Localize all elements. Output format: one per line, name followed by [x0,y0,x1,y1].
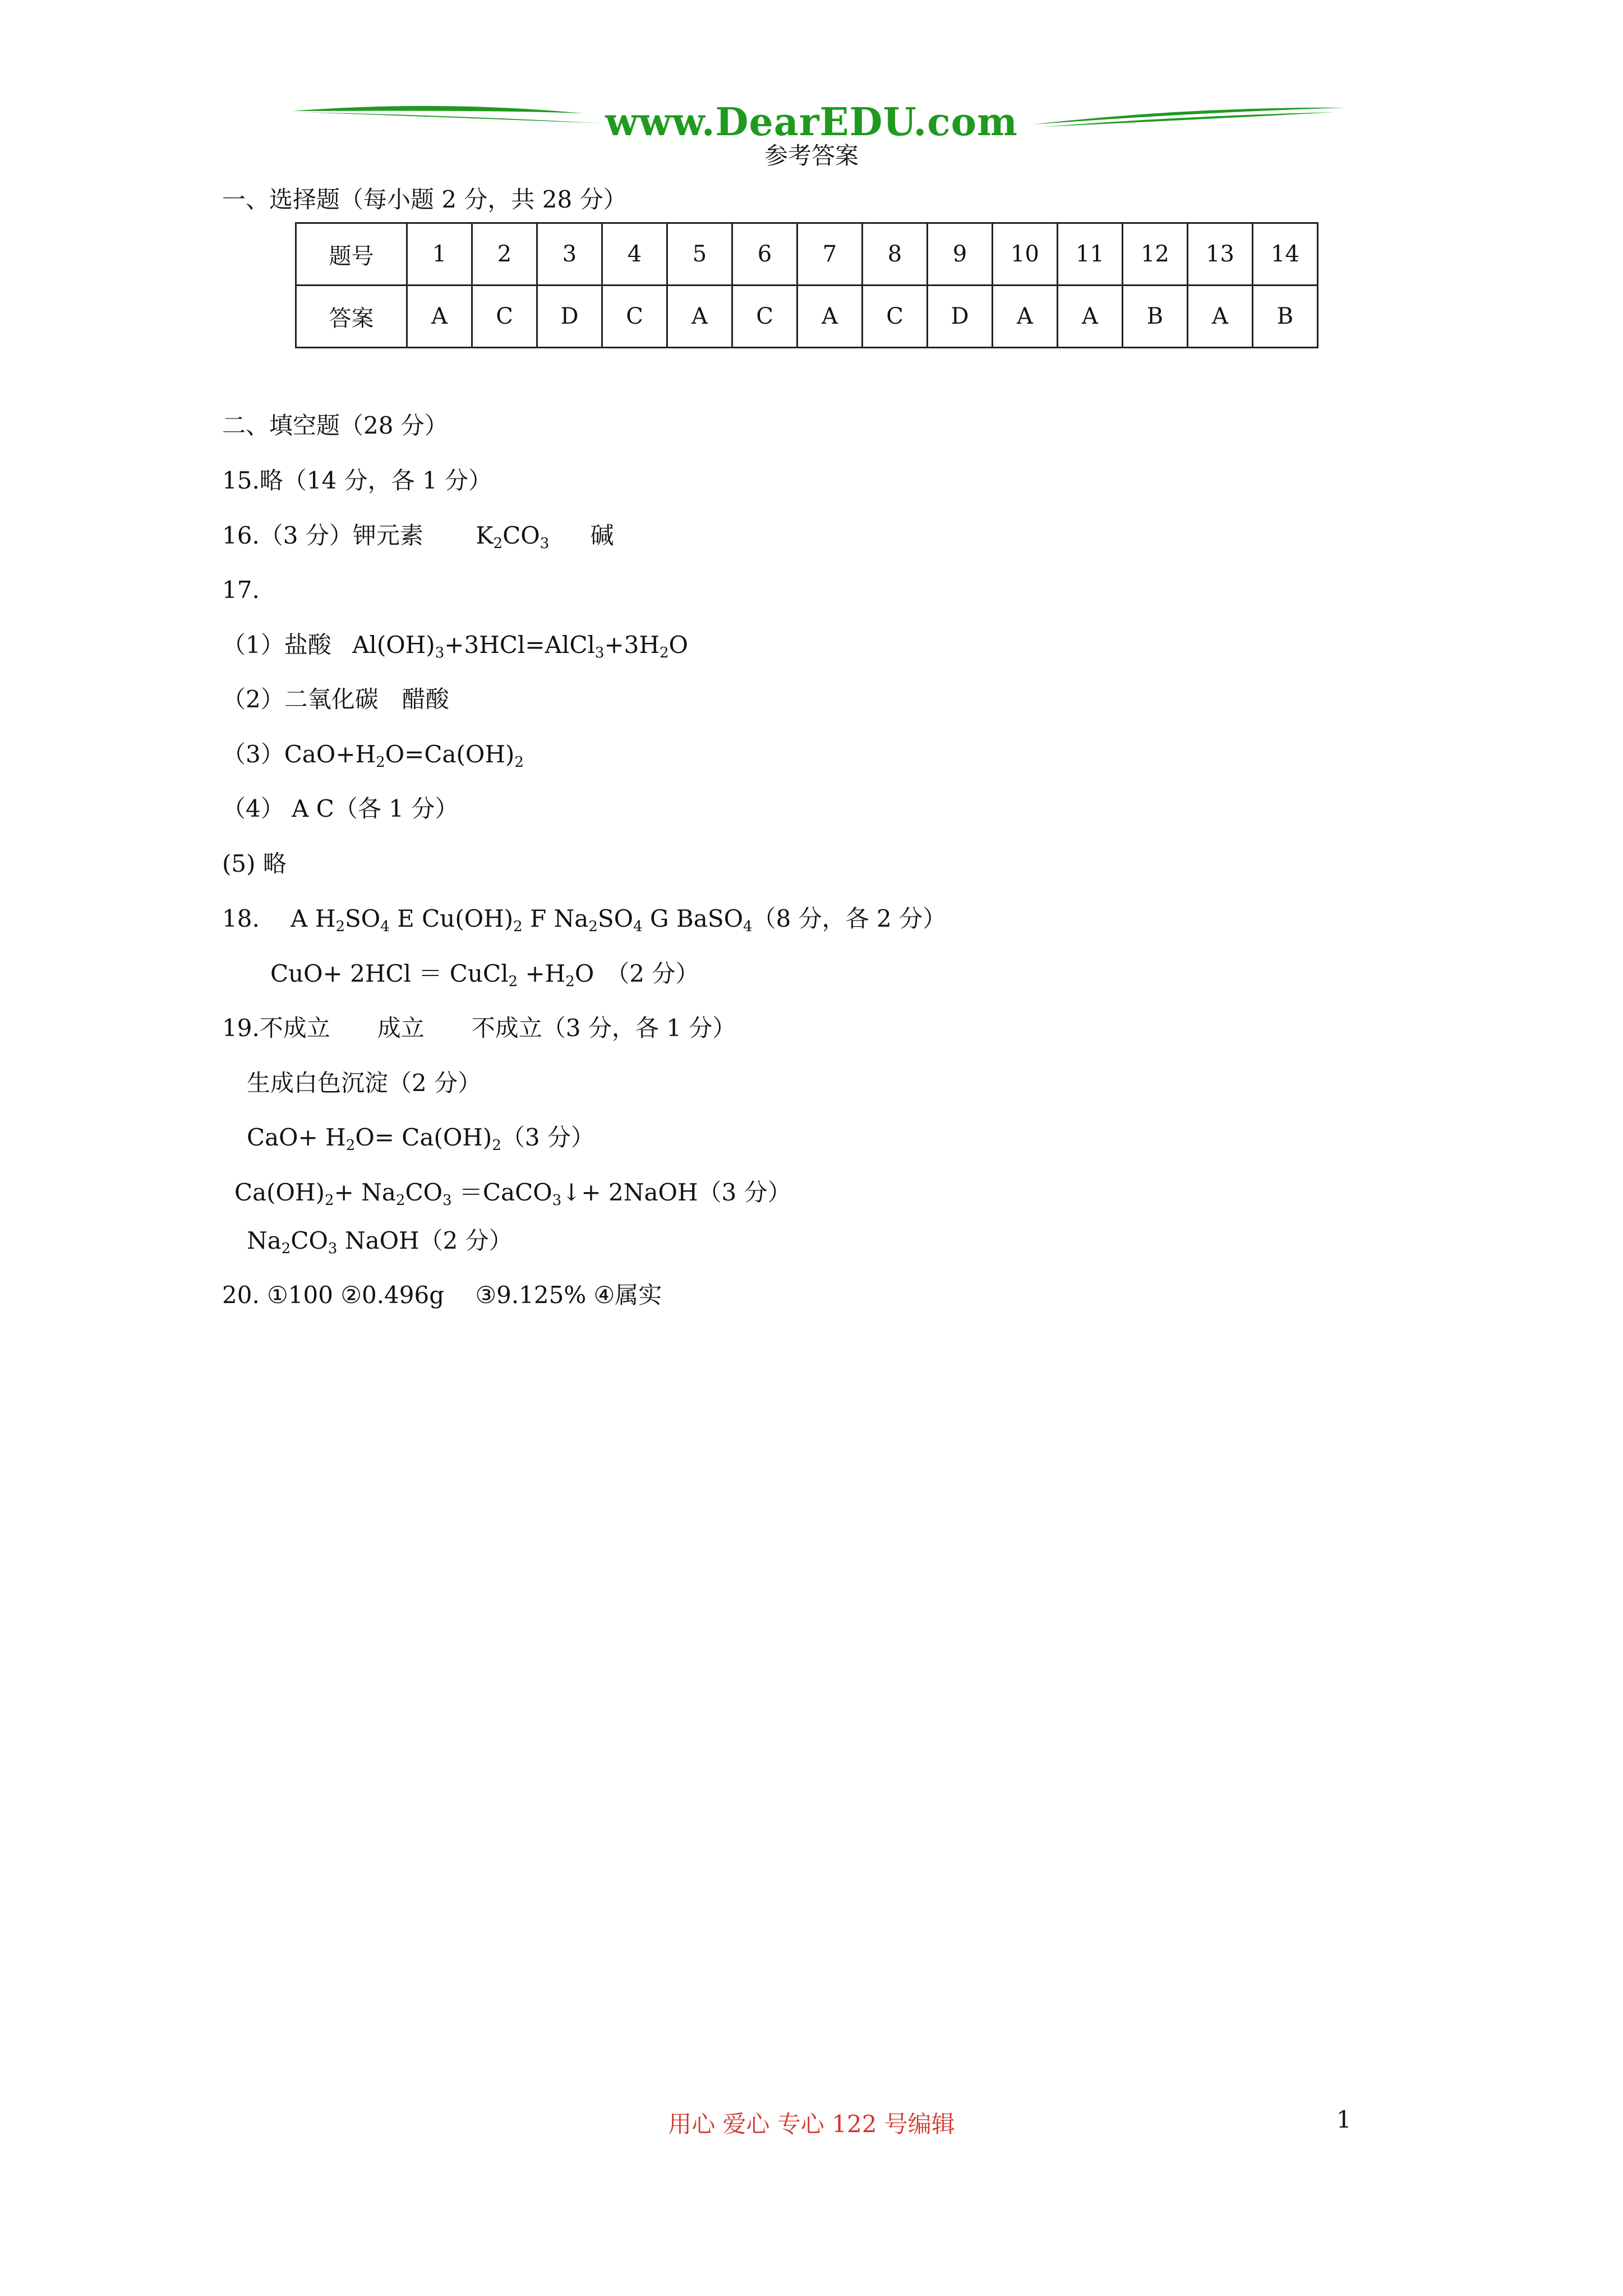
table-cell: 6 [732,223,797,286]
page-title: 参考答案 [764,142,859,169]
table-cell: D [537,286,602,348]
table-cell: 1 [407,223,472,286]
table-cell: A [993,286,1058,348]
answer-18-line1: 18. A $H_2SO_4$ E $Cu(OH)_2$ F $Na_2SO_4$ G BaSO$_4$（8 分，各 2 分） [222,905,947,935]
answer-19-line5: $Na_2CO_3$ NaOH（2 分） [247,1227,513,1257]
table-cell: 3 [537,223,602,286]
table-cell: C [732,286,797,348]
section1-heading: 一、选择题（每小题 2 分，共 28 分） [222,186,627,213]
table-cell: 13 [1188,223,1253,286]
table-cell: 5 [667,223,732,286]
answer-17-3: $(3)CaO+H_2O=Ca(OH)_2$ [222,740,524,771]
table-cell: B [1123,286,1188,348]
answer-17-label: 17. [222,576,260,604]
table-cell: 9 [928,223,993,286]
answer-18-line2: CuO+ 2HCl ＝ CuCl$_2$ $+H_2O$ （2 分） [270,960,699,990]
table-header-label: 题号 [296,223,407,286]
table-cell: 11 [1058,223,1123,286]
answer-table [295,222,1318,348]
table-cell: A [1058,286,1123,348]
table-cell: A [407,286,472,348]
table-cell: C [602,286,667,348]
table-cell: 10 [993,223,1058,286]
page-number: 1 [1336,2106,1352,2133]
table-cell: 7 [797,223,863,286]
answer-20: 20. ①100 ②0.496g ③9.125% ④属实 [222,1281,662,1309]
answer-19-line4: $Ca(OH)_2+ Na_2CO_3$ ＝CaCO$_3$↓+ 2NaOH（3 分） [234,1179,791,1209]
answer-16: 16.（3 分）钾元素 $K_2CO_3$ 碱 [222,522,614,552]
table-cell: B [1253,286,1318,348]
table-row [296,286,1318,348]
answer-17-1: （1）盐酸 $Al(OH)_3+3HCl=AlCl_3+3H_2O$ [222,631,688,661]
answer-17-4: （4） A C（各 1 分） [222,795,459,822]
table-cell: 4 [602,223,667,286]
table-cell: D [928,286,993,348]
section2-heading: 二、填空题（28 分） [222,412,448,439]
table-cell: C [863,286,928,348]
table-cell: A [797,286,863,348]
site-logo: www.DearEDU.com [605,100,1018,145]
table-cell: 14 [1253,223,1318,286]
footer-text: 用心 爱心 专心 122 号编辑 [668,2110,955,2138]
answer-17-5: (5) 略 [222,850,287,877]
answer-19-line3: $CaO+ H_2O= Ca(OH)_2(3$ 分） [247,1124,594,1154]
table-cell: A [667,286,732,348]
answer-19-line1: 19.不成立 成立 不成立（3 分，各 1 分） [222,1014,736,1042]
answer-19-line2: 生成白色沉淀（2 分） [247,1069,482,1097]
table-cell: A [1188,286,1253,348]
table-answer-label: 答案 [296,286,407,348]
answer-15: 15.略（14 分，各 1 分） [222,467,492,494]
table-cell: 8 [863,223,928,286]
table-cell: 2 [472,223,537,286]
answer-17-2: （2）二氧化碳 醋酸 [222,685,449,713]
table-cell: 12 [1123,223,1188,286]
table-row [296,223,1318,286]
table-cell: C [472,286,537,348]
